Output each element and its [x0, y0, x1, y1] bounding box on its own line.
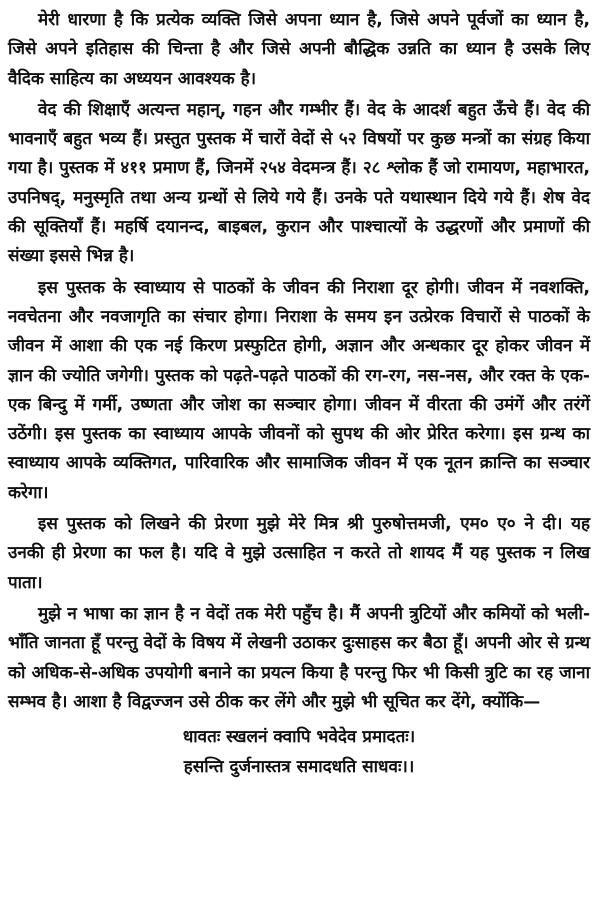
paragraph-vedic-study: मेरी धारणा है कि प्रत्येक व्यक्ति जिसे अपना ध्यान है, जिसे अपने पूर्वजों का ध्यान है, जिसे अपने इतिहास की चिन्ता है और जिसे अपनी बौद्धिक उन्नति का ध्यान है उसके लिए वैदिक साहित्य का अध्ययन आवश्यक है।	[8, 10, 590, 89]
verse-line-1: धावतः स्खलनं क्वापि भवेदेव प्रमादतः।	[182, 727, 416, 748]
sanskrit-verse	[8, 723, 590, 782]
paragraph-benefits: इस पुस्तक के स्वाध्याय से पाठकों के जीवन की निराशा दूर होगी। जीवन में नवशक्ति, नवचेतना और नवजागृति का संचार होगा। निराशा के समय इन उत्प्रेरक विचारों से पाठकों के जीवन में आशा की एक नई किरण प्रस्फुटित होगी, अज्ञान और अन्धकार दूर होकर जीवन में ज्ञान की ज्योति जगेगी। पुस्तक को पढ़ते-पढ़ते पाठकों की रग-रग, नस-नस, और रक्त के एक-एक बिन्दु में गर्मी, उष्णता और जोश का सञ्चार होगा। जीवन में वीरता की उमंगें और तरंगें उठेंगी। इस पुस्तक का स्वाध्याय आपके जीवनों को सुपथ की ओर प्रेरित करेगा। इस ग्रन्थ का स्वाध्याय आपके व्यक्तिगत, पारिवारिक और सामाजिक जीवन में एक नूतन क्रान्ति का सञ्चार करेगा।	[8, 277, 590, 503]
paragraph-inspiration: इस पुस्तक को लिखने की प्रेरणा मुझे मेरे मित्र श्री पुरुषोत्तमजी, एम० ए० ने दी। यह उनकी ही प्रेरणा का फल है। यदि वे मुझे उत्साहित न करते तो शायद मैं यह पुस्तक न लिख पाता।	[8, 514, 590, 593]
verse-line-2: हसन्ति दुर्जनास्तत्र समादधति साधवः।।	[183, 756, 415, 777]
paragraph-humility: मुझे न भाषा का ज्ञान है न वेदों तक मेरी पहुँच है। मैं अपनी त्रुटियों और कमियों को भली-भाँति जानता हूँ परन्तु वेदों के विषय में लेखनी उठाकर दुःसाहस कर बैठा हूँ। अपनी ओर से ग्रन्थ को अधिक-से-अधिक उपयोगी बनाने का प्रयत्न किया है परन्तु फिर भी किसी त्रुटि का रह जाना सम्भव है। आशा है विद्वज्जन उसे ठीक कर लेंगे और मुझे भी सूचित कर देंगे, क्योंकि—	[8, 603, 590, 712]
paragraph-vedic-teachings: वेद की शिक्षाएँ अत्यन्त महान्, गहन और गम्भीर हैं। वेद के आदर्श बहुत ऊँचे हैं। वेद की भावनाएँ बहुत भव्य हैं। प्रस्तुत पुस्तक में चारों वेदों से ५२ विषयों पर कुछ मन्त्रों का संग्रह किया गया है। पुस्तक में ४११ प्रमाण हैं, जिनमें २५४ वेदमन्त्र हैं। २८ श्लोक हैं जो रामायण, महाभारत, उपनिषद्, मनुस्मृति तथा अन्य ग्रन्थों से लिये गये हैं। उनके पते यथास्थान दिये गये हैं। शेष वेद की सूक्तियाँ हैं। महर्षि दयानन्द, बाइबल, कुरान और पाश्चात्यों के उद्धरणों और प्रमाणों की संख्या इससे भिन्न है।	[8, 99, 590, 267]
